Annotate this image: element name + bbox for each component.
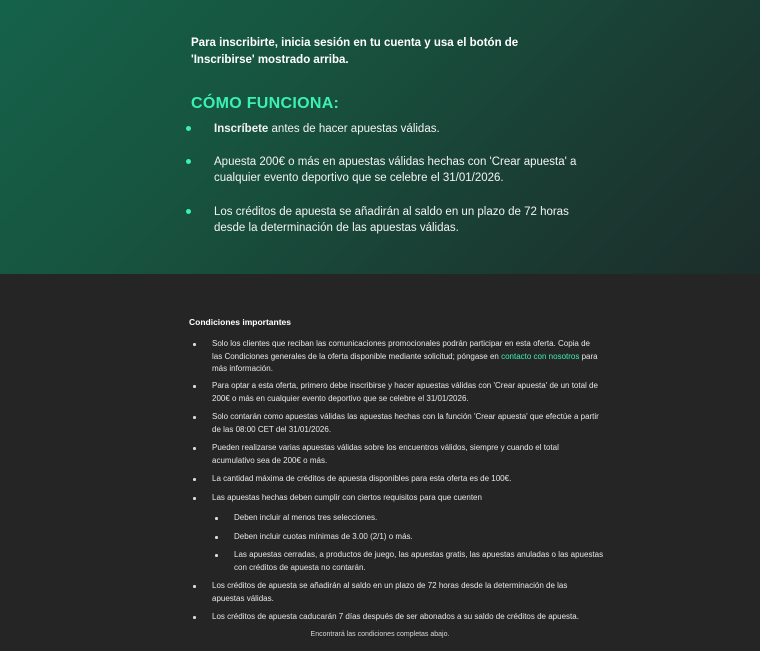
bullet-dot-icon xyxy=(186,159,191,164)
condition-item xyxy=(212,411,602,436)
how-item-3 xyxy=(186,204,586,236)
condition-text: Deben incluir cuotas mínimas de 3.00 (2/1) o más. xyxy=(234,532,413,541)
bullet-icon xyxy=(193,585,196,588)
condition-item xyxy=(212,492,602,505)
condition-text: Para optar a esta oferta, primero debe inscribirse y hacer apuestas válidas con 'Crear apuesta' de un total de 200€ o más en cualquier evento deportivo que se celebre el 31/01/2026. xyxy=(212,381,598,403)
bullet-icon xyxy=(193,616,196,619)
sub-condition-item xyxy=(234,512,604,525)
how-item-text: Apuesta 200€ o más en apuestas válidas hechas con 'Crear apuesta' a cualquier evento deportivo que se celebre el 31/01/2026. xyxy=(214,156,577,184)
how-item-text: Los créditos de apuesta se añadirán al saldo en un plazo de 72 horas desde la determinación de las apuestas válidas. xyxy=(214,206,569,234)
hero-section xyxy=(0,0,760,274)
sub-condition-item xyxy=(234,549,604,574)
bullet-icon xyxy=(193,385,196,388)
condition-text: Solo los clientes que reciban las comunicaciones promocionales podrán participar en esta oferta. Copia de las Condiciones generales de la oferta disponible mediante solicitud; póngase en xyxy=(212,339,590,361)
conditions-title: Condiciones importantes xyxy=(189,317,292,327)
condition-item xyxy=(212,380,602,405)
condition-text: Pueden realizarse varias apuestas válidas sobre los encuentros válidos, siempre y cuando el total acumulativo sea de 200€ o más. xyxy=(212,443,559,465)
condition-item xyxy=(212,611,602,624)
intro-text: Para inscribirte, inicia sesión en tu cuenta y usa el botón de 'Inscribirse' mostrado arriba. xyxy=(191,37,519,66)
condition-text: Los créditos de apuesta caducarán 7 días después de ser abonados a su saldo de créditos de apuesta. xyxy=(212,612,579,621)
bullet-dot-icon xyxy=(186,126,191,131)
conditions-section xyxy=(0,274,760,651)
how-item-strong: Inscríbete xyxy=(214,123,269,135)
condition-item xyxy=(212,338,602,376)
condition-text: Solo contarán como apuestas válidas las apuestas hechas con la función 'Crear apuesta' que efectúe a partir de las 08:00 CET del 31/01/2026. xyxy=(212,412,599,434)
full-conditions-note: Encontrará las condiciones completas abajo. xyxy=(310,631,450,638)
bullet-icon xyxy=(215,517,218,520)
bullet-icon xyxy=(215,536,218,539)
contact-us-link[interactable]: contacto con nosotros xyxy=(501,351,580,361)
how-item-1 xyxy=(186,121,586,137)
how-item-text: antes de hacer apuestas válidas. xyxy=(268,123,440,135)
how-it-works-list xyxy=(186,121,586,236)
condition-text: Las apuestas cerradas, a productos de juego, las apuestas gratis, las apuestas anuladas o las apuestas con créditos de apuesta no contarán. xyxy=(234,550,604,572)
condition-text: La cantidad máxima de créditos de apuesta disponibles para esta oferta es de 100€. xyxy=(212,474,512,483)
bullet-icon xyxy=(193,497,196,500)
condition-text: Deben incluir al menos tres selecciones. xyxy=(234,513,378,522)
bullet-dot-icon xyxy=(186,209,191,214)
how-item-2 xyxy=(186,154,586,186)
bullet-icon xyxy=(215,554,218,557)
sub-condition-item xyxy=(234,531,604,544)
condition-text: para más información. xyxy=(212,351,598,373)
condition-item xyxy=(212,442,602,467)
condition-text: Las apuestas hechas deben cumplir con ciertos requisitos para que cuenten xyxy=(212,493,482,502)
bullet-icon xyxy=(193,416,196,419)
bullet-icon xyxy=(193,343,196,346)
condition-item xyxy=(212,580,602,605)
condition-text: Los créditos de apuesta se añadirán al saldo en un plazo de 72 horas desde la determinación de las apuestas válidas. xyxy=(212,581,568,603)
bullet-icon xyxy=(193,447,196,450)
how-it-works-title: CÓMO FUNCIONA: xyxy=(191,95,340,112)
condition-item xyxy=(212,473,602,486)
bullet-icon xyxy=(193,478,196,481)
